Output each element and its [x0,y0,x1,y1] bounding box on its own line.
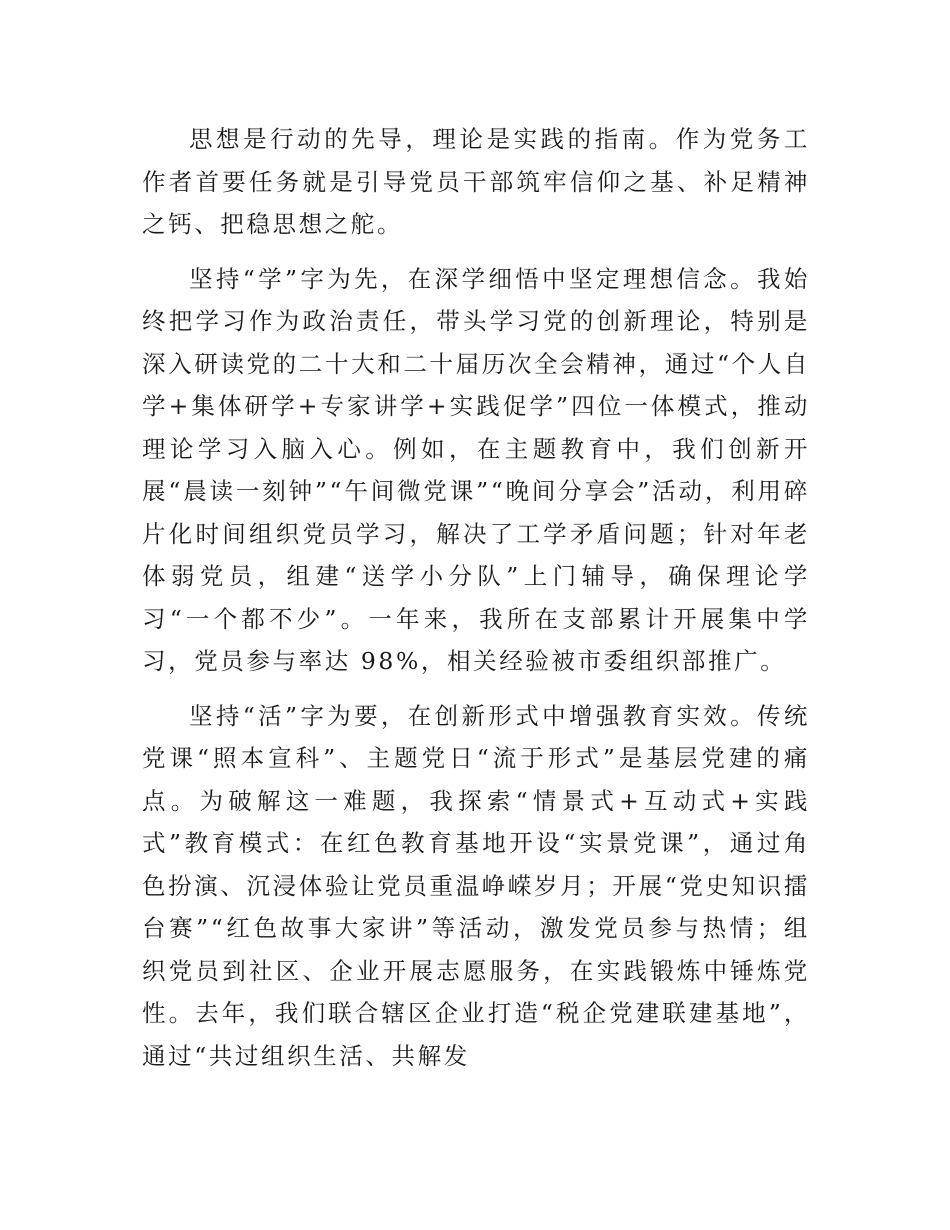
paragraph-intro: 思想是行动的先导，理论是实践的指南。作为党务工作者首要任务就是引导党员干部筑牢信仰之基、补足精神之钙、把稳思想之舵。 [142,125,810,238]
paragraph-study: 坚持“学”字为先，在深学细悟中坚定理想信念。我始终把学习作为政治责任，带头学习党的创新理论，特别是深入研读党的二十大和二十届历次全会精神，通过“个人自学+集体研学+专家讲学+实践促学”四位一体模式，推动理论学习入脑入心。例如，在主题教育中，我们创新开展“晨读一刻钟”“午间微党课”“晚间分享会”活动，利用碎片化时间组织党员学习，解决了工学矛盾问题；针对年老体弱党员，组建“送学小分队”上门辅导，确保理论学习“一个都不少”。一年来，我所在支部累计开展集中学习，党员参与率达 98%，相关经验被市委组织部推广。 [142,264,810,675]
document-body [142,118,810,1089]
paragraph-innovation: 坚持“活”字为要，在创新形式中增强教育实效。传统党课“照本宣科”、主题党日“流于形式”是基层党建的痛点。为破解这一难题，我探索“情景式+互动式+实践式”教育模式：在红色教育基地开设“实景党课”，通过角色扮演、沉浸体验让党员重温峥嵘岁月；开展“党史知识擂台赛”“红色故事大家讲”等活动，激发党员参与热情；组织党员到社区、企业开展志愿服务，在实践锻炼中锤炼党性。去年，我们联合辖区企业打造“税企党建联建基地”，通过“共过组织生活、共解发 [142,701,810,1070]
